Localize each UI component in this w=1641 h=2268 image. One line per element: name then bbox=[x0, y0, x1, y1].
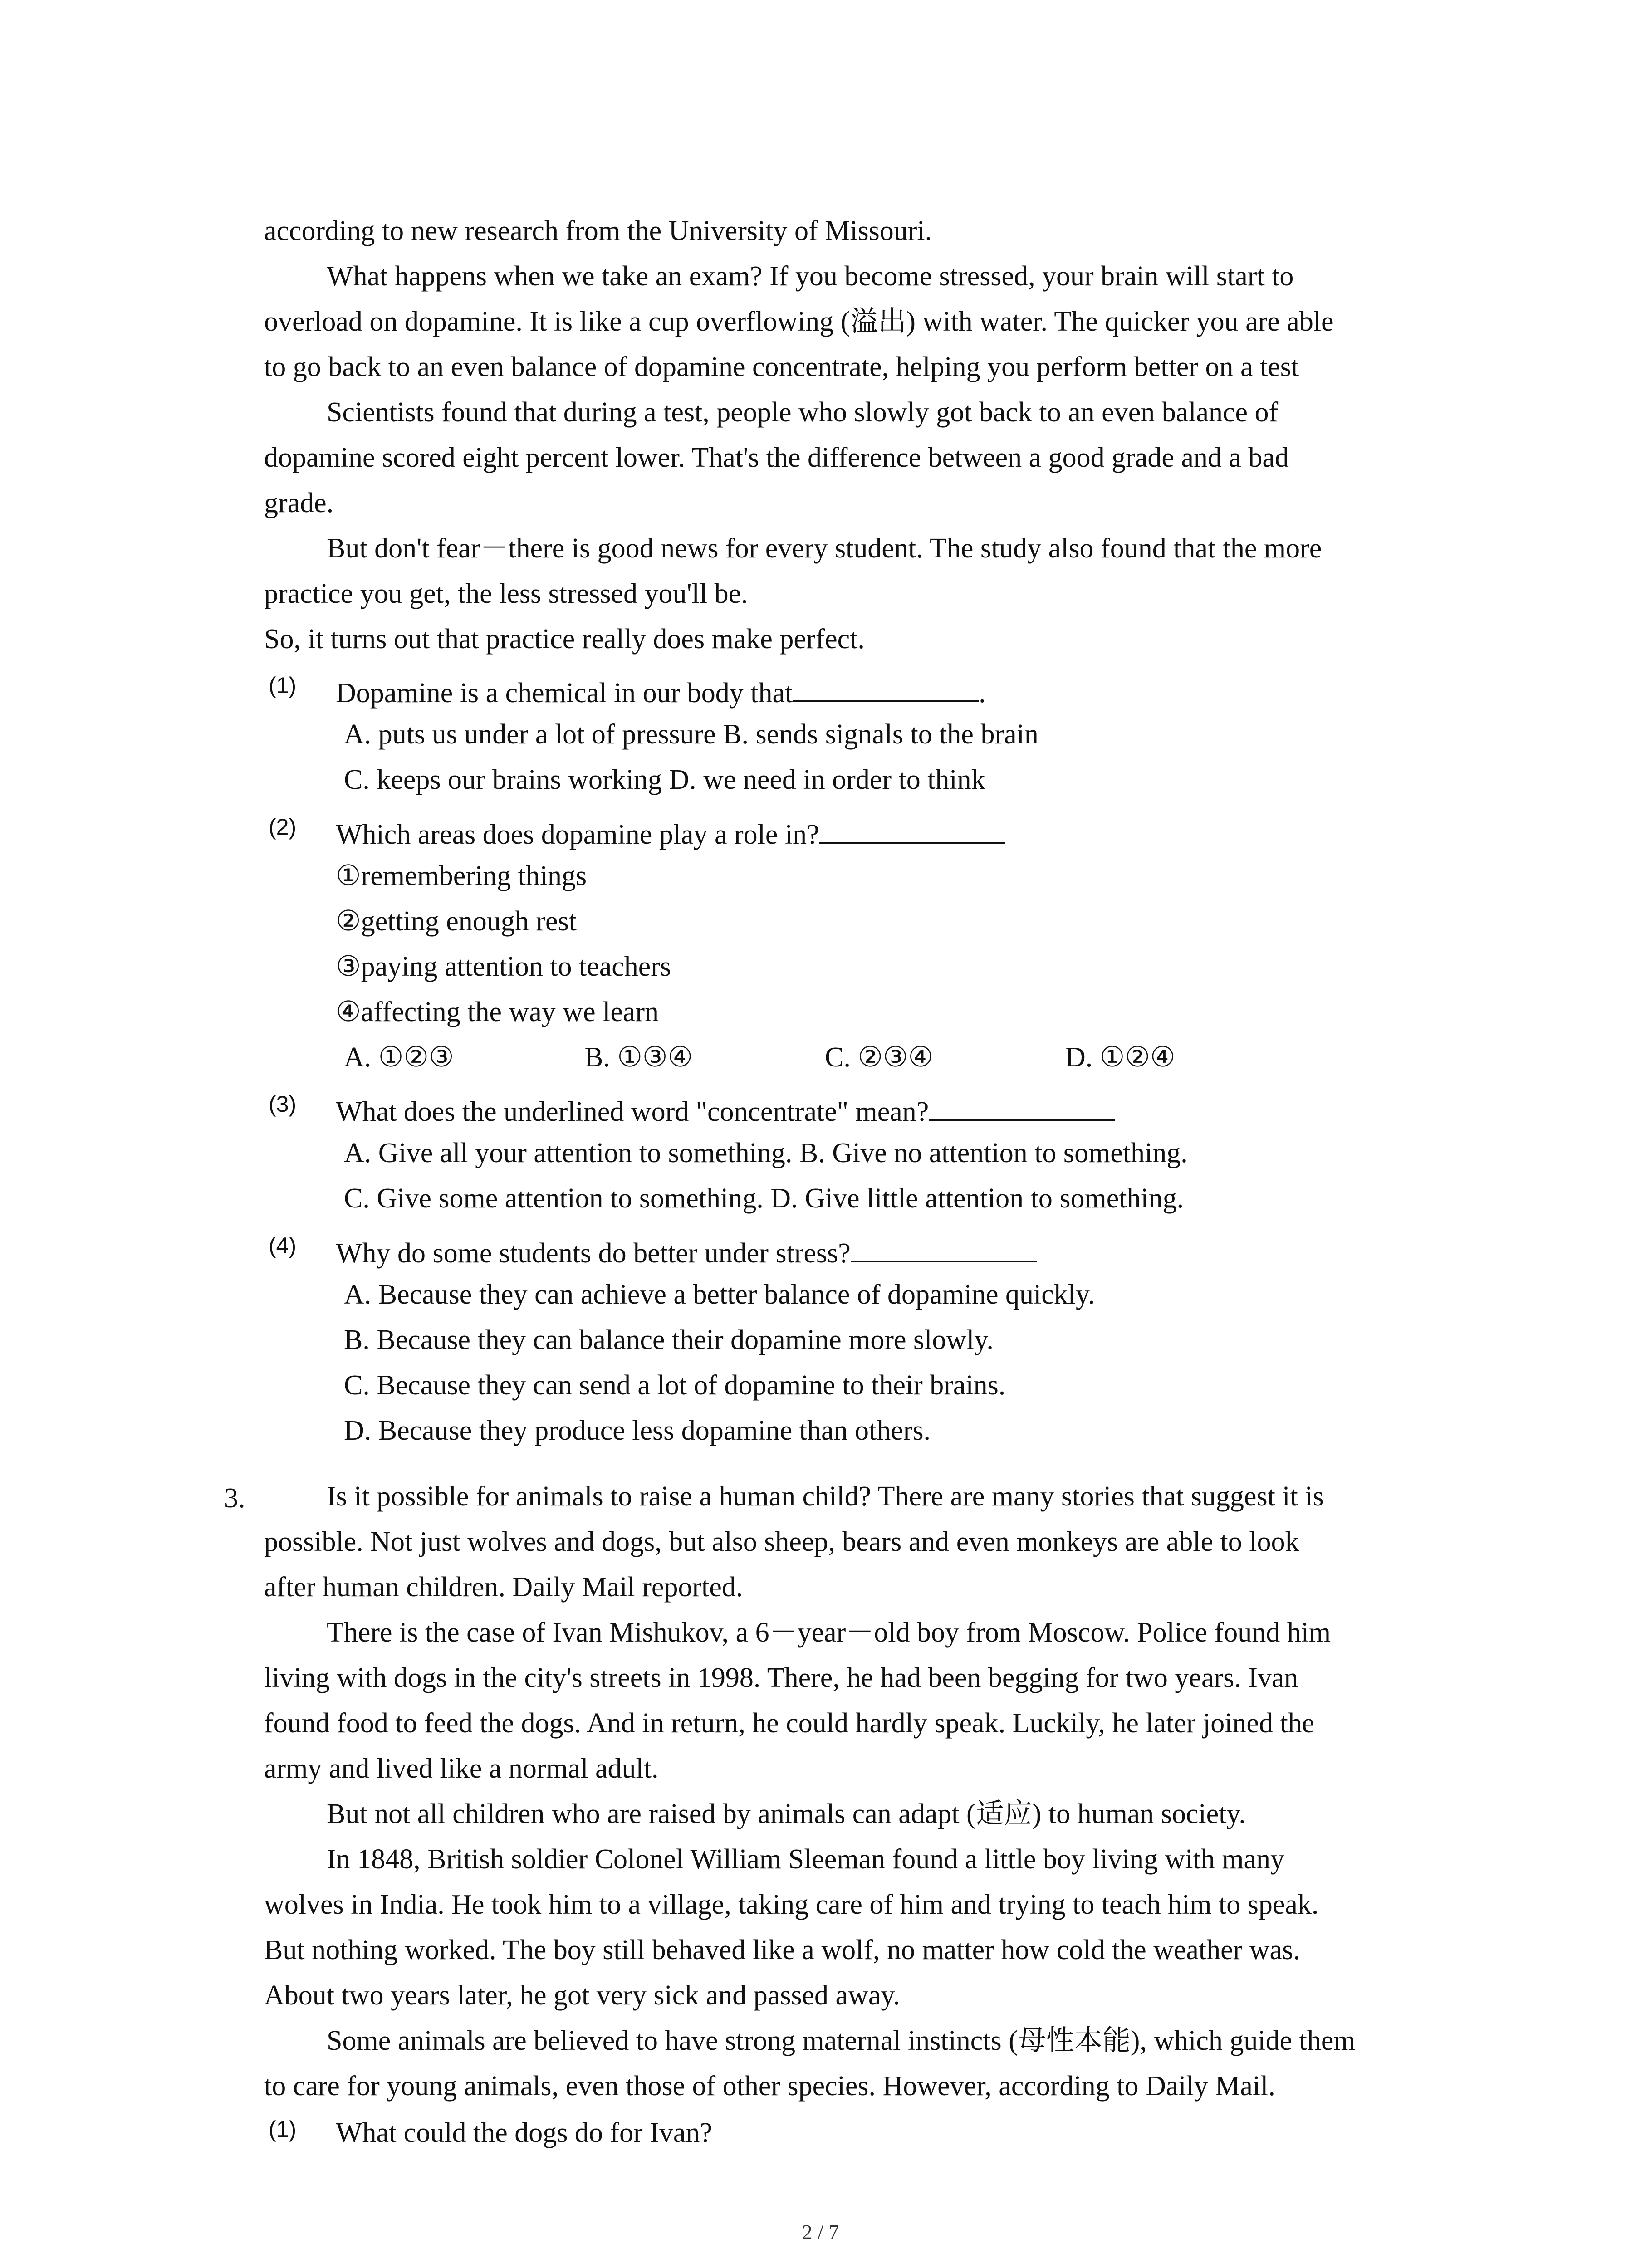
passage-line: overload on dopamine. It is like a cup overflowing (溢出) with water. The quicker you are able bbox=[264, 306, 1334, 337]
passage-line: dopamine scored eight percent lower. That's the difference between a good grade and a bad bbox=[264, 442, 1289, 473]
passage-line: In 1848, British soldier Colonel William Sleeman found a little boy living with many bbox=[327, 1844, 1285, 1875]
question-option: D. Because they produce less dopamine than others. bbox=[344, 1415, 931, 1446]
passage-line: army and lived like a normal adult. bbox=[264, 1753, 659, 1784]
question-stem: Why do some students do better under stress? bbox=[336, 1235, 1037, 1267]
question-stem: Dopamine is a chemical in our body that . bbox=[336, 675, 986, 707]
question-option: B. Because they can balance their dopamine more slowly. bbox=[344, 1325, 994, 1355]
passage-line: But nothing worked. The boy still behaved like a wolf, no matter how cold the weather was. bbox=[264, 1935, 1300, 1965]
passage-line: to care for young animals, even those of other species. However, according to Daily Mail. bbox=[264, 2071, 1275, 2102]
question-option: C. Give some attention to something. D. Give little attention to something. bbox=[344, 1183, 1184, 1214]
passage-line: grade. bbox=[264, 488, 334, 518]
question-stem: What does the underlined word "concentrate" mean? bbox=[336, 1094, 1115, 1126]
passage-line: Is it possible for animals to raise a human child? There are many stories that suggest it is bbox=[327, 1481, 1324, 1512]
question-option: D. ①②④ bbox=[1065, 1042, 1176, 1073]
question-number: (4) bbox=[269, 1233, 297, 1258]
question-option: C. Because they can send a lot of dopamine to their brains. bbox=[344, 1370, 1006, 1401]
answer-blank bbox=[819, 816, 1005, 844]
question-option: A. Because they can achieve a better balance of dopamine quickly. bbox=[344, 1279, 1095, 1310]
question-number: (2) bbox=[269, 814, 297, 840]
list-item: ①remembering things bbox=[336, 860, 587, 891]
passage-line: according to new research from the University of Missouri. bbox=[264, 215, 932, 246]
question-option: A. ①②③ bbox=[344, 1042, 454, 1073]
passage-line: But don't fear－there is good news for every student. The study also found that the more bbox=[327, 533, 1322, 564]
page-number: 2 / 7 bbox=[802, 2220, 839, 2244]
question-stem: Which areas does dopamine play a role in? bbox=[336, 816, 1005, 849]
list-item: ④affecting the way we learn bbox=[336, 997, 659, 1027]
passage-line: practice you get, the less stressed you'll be. bbox=[264, 578, 748, 609]
passage-line: About two years later, he got very sick and passed away. bbox=[264, 1980, 900, 2011]
passage-line: to go back to an even balance of dopamine concentrate, helping you perform better on a test bbox=[264, 352, 1299, 382]
list-item: ③paying attention to teachers bbox=[336, 951, 671, 982]
list-item: ②getting enough rest bbox=[336, 906, 577, 937]
question-option: B. ①③④ bbox=[584, 1042, 693, 1073]
question-option: C. keeps our brains working D. we need in order to think bbox=[344, 764, 985, 795]
question-stem: What could the dogs do for Ivan? bbox=[336, 2117, 712, 2148]
question-number: (3) bbox=[269, 1091, 297, 1117]
question-option: A. Give all your attention to something. B. Give no attention to something. bbox=[344, 1138, 1188, 1168]
passage-line: found food to feed the dogs. And in return, he could hardly speak. Luckily, he later joined the bbox=[264, 1708, 1315, 1739]
question-option: C. ②③④ bbox=[825, 1042, 934, 1073]
passage-line: Scientists found that during a test, people who slowly got back to an even balance of bbox=[327, 397, 1279, 428]
question-number: 3. bbox=[224, 1483, 245, 1514]
question-option: A. puts us under a lot of pressure B. sends signals to the brain bbox=[344, 719, 1038, 750]
answer-blank bbox=[793, 675, 979, 702]
passage-line: after human children. Daily Mail reported. bbox=[264, 1572, 743, 1603]
passage-line: There is the case of Ivan Mishukov, a 6－year－old boy from Moscow. Police found him bbox=[327, 1617, 1331, 1648]
question-number: (1) bbox=[269, 2116, 297, 2142]
answer-blank bbox=[929, 1094, 1115, 1121]
passage-line: possible. Not just wolves and dogs, but also sheep, bears and even monkeys are able to look bbox=[264, 1526, 1299, 1557]
passage-line: Some animals are believed to have strong maternal instincts (母性本能), which guide them bbox=[327, 2025, 1356, 2056]
answer-blank bbox=[851, 1235, 1037, 1262]
passage-line: So, it turns out that practice really does make perfect. bbox=[264, 624, 865, 655]
passage-line: living with dogs in the city's streets in 1998. There, he had been begging for two years. Ivan bbox=[264, 1662, 1298, 1693]
passage-line: What happens when we take an exam? If you become stressed, your brain will start to bbox=[327, 261, 1294, 292]
passage-line: But not all children who are raised by animals can adapt (适应) to human society. bbox=[327, 1799, 1246, 1829]
passage-line: wolves in India. He took him to a village, taking care of him and trying to teach him to speak. bbox=[264, 1889, 1319, 1920]
question-number: (1) bbox=[269, 673, 297, 698]
